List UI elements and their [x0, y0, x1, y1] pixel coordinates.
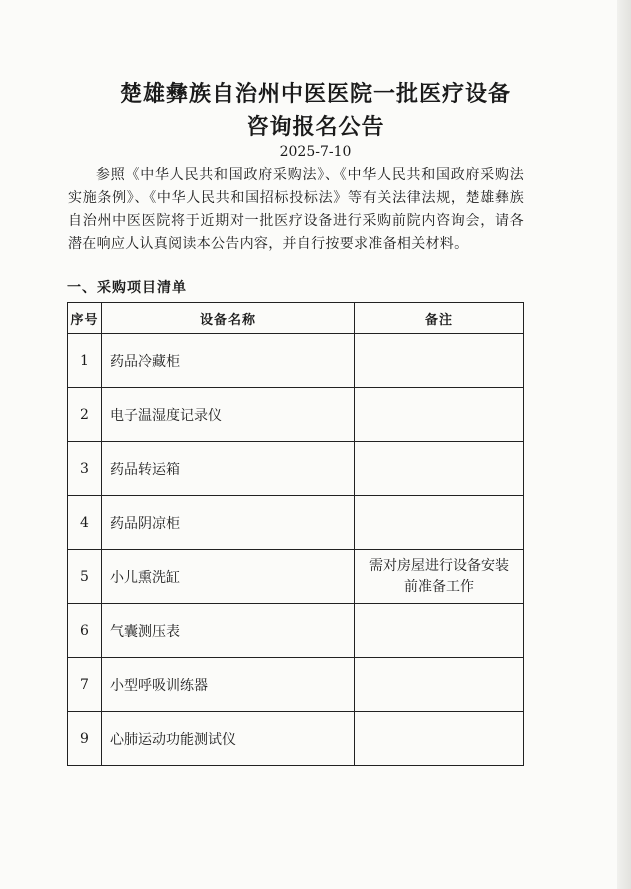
table-row — [68, 496, 524, 550]
procurement-items-table — [67, 302, 524, 766]
section-heading: 一、采购项目清单 — [67, 280, 187, 296]
document-title-line1: 楚雄彝族自治州中医医院一批医疗设备 — [119, 82, 511, 107]
row-note: 需对房屋进行设备安装前准备工作 — [355, 550, 524, 604]
header-note: 备注 — [355, 303, 524, 334]
row-seq: 5 — [68, 550, 102, 604]
table-row — [68, 658, 524, 712]
row-seq: 6 — [68, 604, 102, 658]
row-device-name: 心肺运动功能测试仪 — [102, 712, 355, 766]
row-note — [355, 604, 524, 658]
row-note — [355, 658, 524, 712]
table-row — [68, 334, 524, 388]
row-note — [355, 442, 524, 496]
page-edge — [617, 0, 631, 889]
row-device-name: 药品转运箱 — [102, 442, 355, 496]
header-name: 设备名称 — [102, 303, 355, 334]
table-row — [68, 604, 524, 658]
announcement-date: 2025-7-10 — [279, 144, 352, 160]
row-device-name: 电子温湿度记录仪 — [102, 388, 355, 442]
row-seq: 4 — [68, 496, 102, 550]
document-title-line2: 咨询报名公告 — [246, 115, 385, 140]
row-device-name: 药品冷藏柜 — [102, 334, 355, 388]
header-seq: 序号 — [68, 303, 102, 334]
intro-paragraph: 参照《中华人民共和国政府采购法》、《中华人民共和国政府采购法实施条例》、《中华人民共和国招标投标法》等有关法律法规，楚雄彝族自治州中医医院将于近期对一批医疗设备进行采购前院内咨询会，请各潜在响应人认真阅读本公告内容，并自行按要求准备相关材料。 — [68, 167, 524, 252]
row-note — [355, 712, 524, 766]
row-seq: 7 — [68, 658, 102, 712]
row-device-name: 气囊测压表 — [102, 604, 355, 658]
row-seq: 1 — [68, 334, 102, 388]
row-note — [355, 496, 524, 550]
row-seq: 2 — [68, 388, 102, 442]
row-device-name: 小儿熏洗缸 — [102, 550, 355, 604]
row-device-name: 药品阴凉柜 — [102, 496, 355, 550]
row-seq: 3 — [68, 442, 102, 496]
row-device-name: 小型呼吸训练器 — [102, 658, 355, 712]
table-header-row — [68, 303, 524, 334]
table-row — [68, 388, 524, 442]
row-seq: 9 — [68, 712, 102, 766]
table-row — [68, 712, 524, 766]
row-note — [355, 388, 524, 442]
table-row — [68, 550, 524, 604]
row-note — [355, 334, 524, 388]
table-row — [68, 442, 524, 496]
